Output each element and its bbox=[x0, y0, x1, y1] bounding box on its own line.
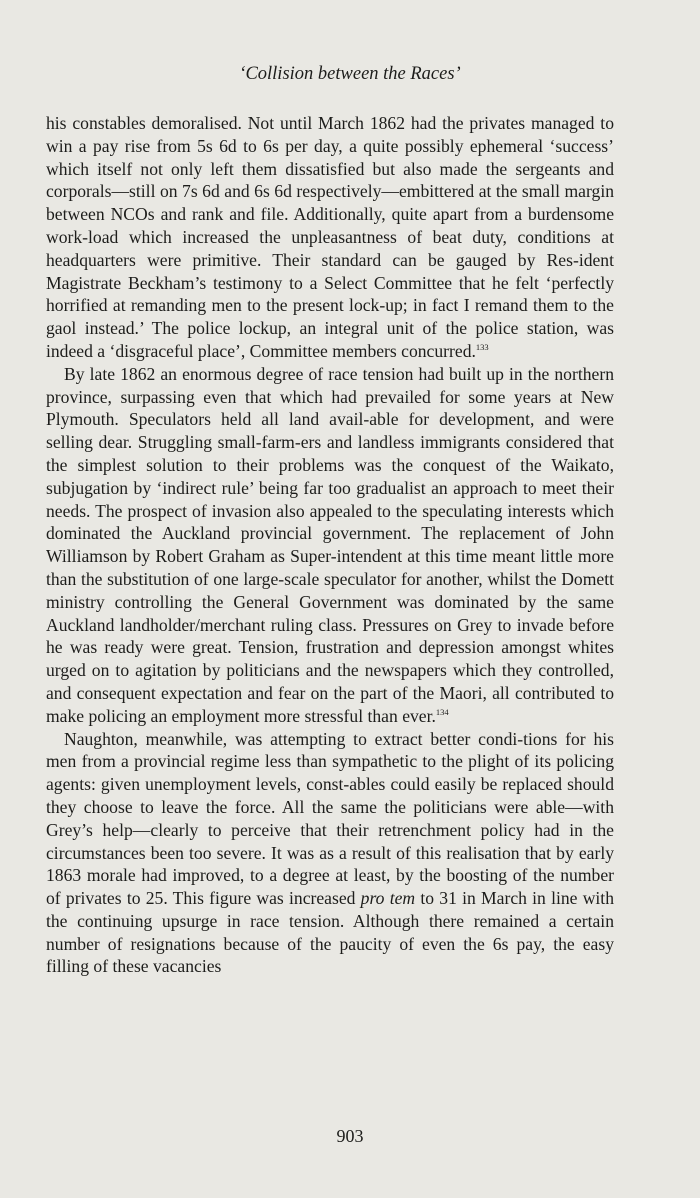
paragraph-text: to 31 in March in line with the continuing upsurge in race tension. Although there remained a certain number of resignations because of the paucity of even the 6s pay, the easy filling of these vacancies bbox=[46, 888, 614, 977]
paragraph-text: By late 1862 an enormous degree of race tension had built up in the northern province, surpassing even that which had prevailed for some years at New Plymouth. Speculators held all land avail-able for development, and were selling dear. Struggling small-farm-ers and landless immigrants considered that the simplest solution to their problems was the conquest of the Waikato, subjugation by ‘indirect rule’ being far too gradualist an approach to meet their needs. The prospect of invasion also appealed to the speculating interests which dominated the Auckland provincial government. The replacement of John Williamson by Robert Graham as Super-intendent at this time meant little more than the substitution of one large-scale speculator for another, whilst the Domett ministry controlling the General Government was dominated by the same Auckland landholder/merchant ruling class. Pressures on Grey to invade before he was ready were great. Tension, frustration and depression amongst whites urged on to agitation by politicians and the newspapers which they controlled, and consequent expectation and fear on the part of the Maori, all contributed to make policing an employment more stressful than ever. bbox=[46, 363, 614, 726]
running-head: ‘Collision between the Races’ bbox=[239, 64, 461, 84]
footnote-ref: 133 bbox=[475, 341, 489, 352]
paragraph-3 bbox=[46, 728, 614, 979]
body-text bbox=[46, 112, 614, 978]
paragraph-2 bbox=[46, 363, 614, 728]
paragraph-1 bbox=[46, 112, 614, 363]
italic-phrase: pro tem bbox=[360, 888, 416, 909]
paragraph-text: his constables demoralised. Not until March 1862 had the privates managed to win a pay rise from 5s 6d to 6s per day, a quite possibly ephemeral ‘success’ which itself not only left them dissatisfied but also made the sergeants and corporals—still on 7s 6d and 6s 6d respectively—embittered at the small margin between NCOs and rank and file. Additionally, quite apart from a burdensome work-load which increased the unpleasantness of beat duty, conditions at headquarters were primitive. Their standard can be gauged by Res-ident Magistrate Beckham’s testimony to a Select Committee that he felt ‘perfectly horrified at remanding men to the present lock-up; in fact I remand them to the gaol instead.’ The police lockup, an integral unit of the police station, was indeed a ‘disgraceful place’, Committee members concurred. bbox=[46, 113, 614, 361]
footnote-ref: 134 bbox=[435, 706, 449, 717]
page-number: 903 bbox=[336, 1126, 364, 1146]
paragraph-text: Naughton, meanwhile, was attempting to extract better condi-tions for his men from a provincial regime less than sympathetic to the plight of its policing agents: given unemployment levels, const-ables could easily be replaced should they choose to leave the force. All the same the politicians were able—with Grey’s help—clearly to perceive that their retrenchment policy had in the circumstances been too severe. It was as a result of this realisation that by early 1863 morale had improved, to a degree at least, by the boosting of the number of privates to 25. This figure was increased bbox=[46, 728, 614, 909]
